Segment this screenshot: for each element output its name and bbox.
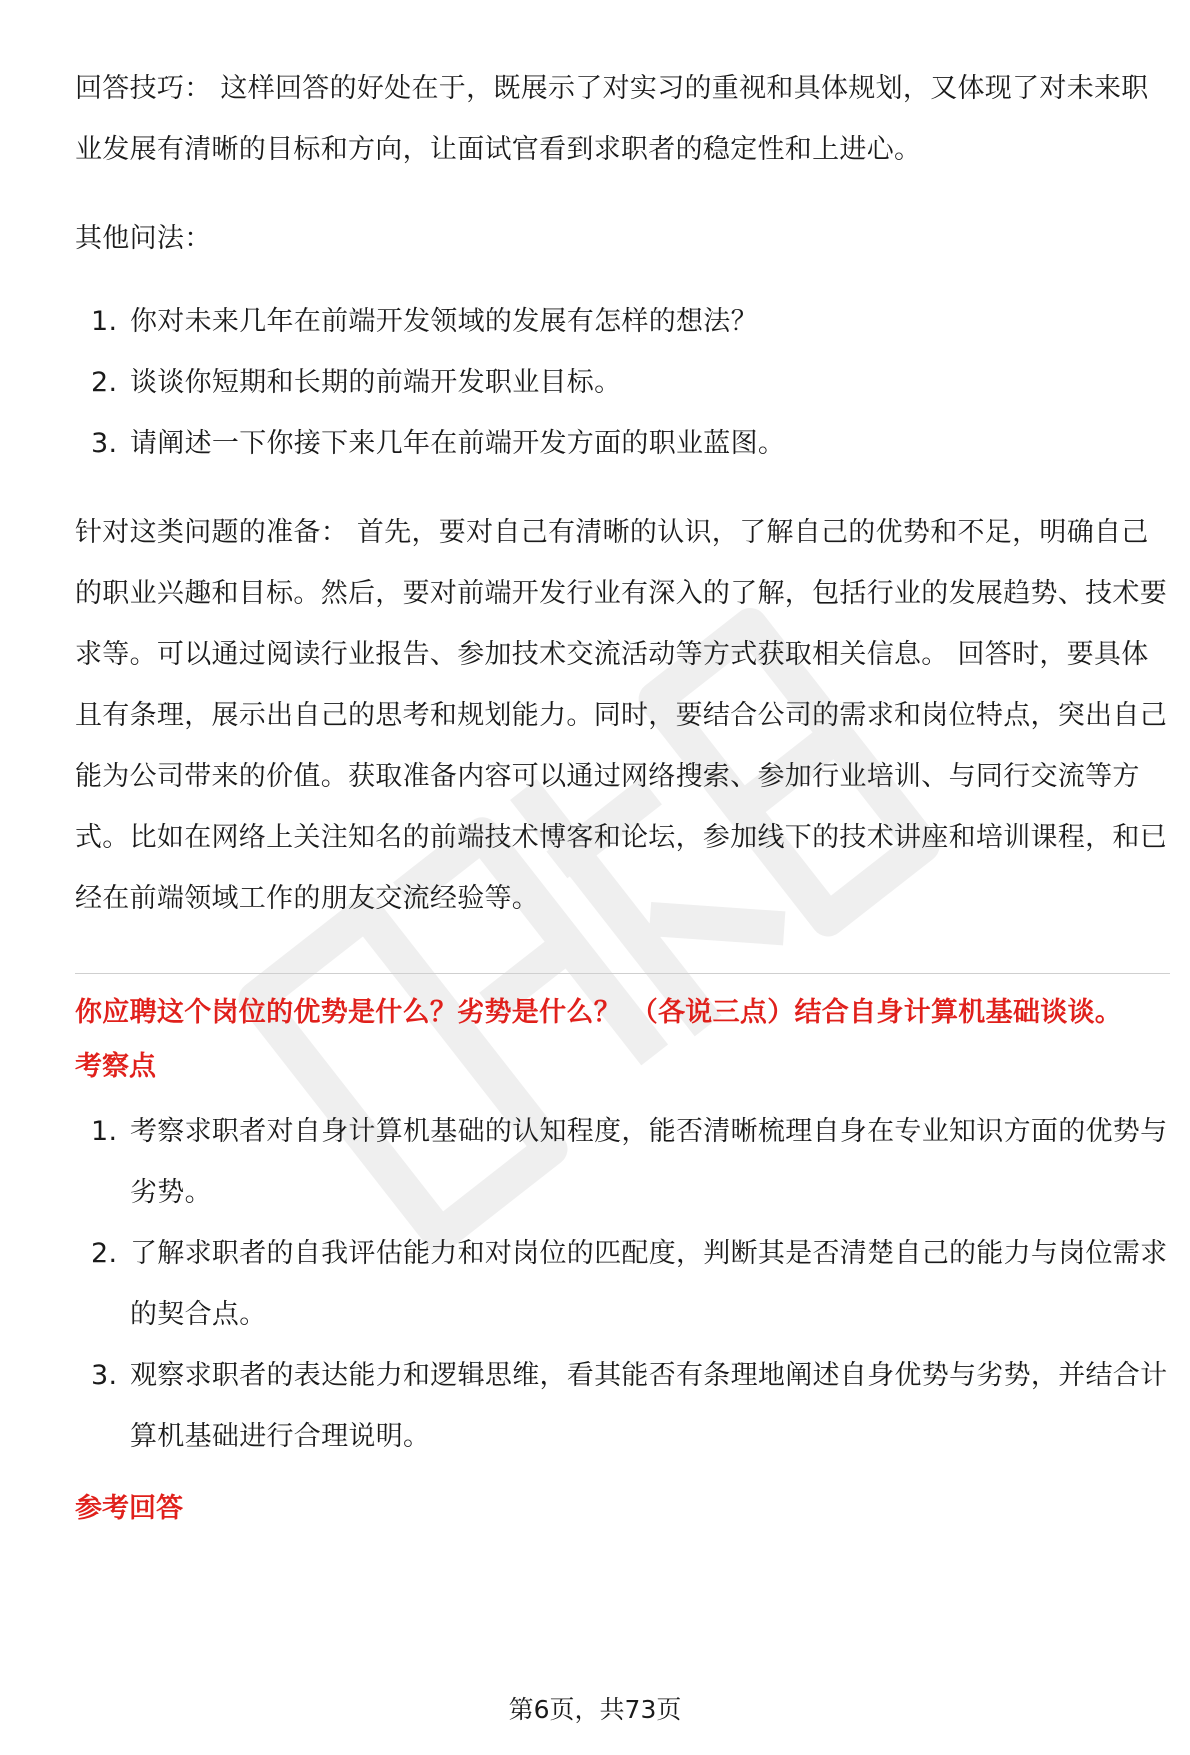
list-number: 1. <box>91 306 118 337</box>
list-item-text: 谈谈你短期和长期的前端开发职业目标。 <box>130 367 622 398</box>
section-divider <box>75 973 1170 974</box>
question-title: 你应聘这个岗位的优势是什么？劣势是什么？ （各说三点）结合自身计算机基础谈谈。 <box>75 997 1123 1028</box>
preparation-text: 首先，要对自己有清晰的认识，了解自己的优势和不足，明确自己的职业兴趣和目标。然后，要对前端开发行业有深入的了解，包括行业的发展趋势、技术要求等。可以通过阅读行业报告、参加技术交流活动等方式获取相关信息。 回答时，要具体且有条理，展示出自己的思考和规划能力。同时，要结合公司的需求和岗位特点，突出自己能为公司带来的价值。获取准备内容可以通过网络搜索、参加行业培训、与同行交流等方式。比如在网络上关注知名的前端技术博客和论坛，参加线下的技术讲座和培训课程，和已经在前端领域工作的朋友交流经验等。 <box>75 517 1167 914</box>
list-item-text: 请阐述一下你接下来几年在前端开发方面的职业蓝图。 <box>130 428 786 459</box>
list-item-text: 你对未来几年在前端开发领域的发展有怎样的想法？ <box>130 306 758 337</box>
focus-points-list <box>75 1101 1170 1467</box>
list-item-text: 观察求职者的表达能力和逻辑思维，看其能否有条理地阐述自身优势与劣势，并结合计算机基础进行合理说明。 <box>130 1360 1168 1452</box>
reference-answer-heading: 参考回答 <box>75 1493 183 1524</box>
main-content <box>75 58 1170 1529</box>
other-questions-label: 其他问法： <box>75 223 212 254</box>
focus-points-heading: 考察点 <box>75 1051 156 1082</box>
preparation-paragraph <box>75 502 1170 929</box>
list-item <box>75 413 1170 474</box>
list-item-text: 了解求职者的自我评估能力和对岗位的匹配度，判断其是否清楚自己的能力与岗位需求的契合点。 <box>130 1238 1168 1330</box>
list-number: 3. <box>91 428 118 459</box>
list-number: 2. <box>91 1238 118 1269</box>
answer-tips-text: 这样回答的好处在于，既展示了对实习的重视和具体规划，又体现了对未来职业发展有清晰的目标和方向，让面试官看到求职者的稳定性和上进心。 <box>75 73 1149 165</box>
answer-tips-paragraph <box>75 58 1170 180</box>
preparation-label: 针对这类问题的准备： <box>75 517 348 548</box>
list-item <box>75 352 1170 413</box>
list-number: 2. <box>91 367 118 398</box>
list-item <box>75 1223 1170 1345</box>
page-number: 第6页，共73页 <box>508 1695 682 1724</box>
list-item-text: 考察求职者对自身计算机基础的认知程度，能否清晰梳理自身在专业知识方面的优势与劣势。 <box>130 1116 1168 1208</box>
answer-tips-label: 回答技巧： <box>75 73 212 104</box>
list-number: 1. <box>91 1116 118 1147</box>
list-item <box>75 1345 1170 1467</box>
list-number: 3. <box>91 1360 118 1391</box>
list-item <box>75 291 1170 352</box>
other-questions-list <box>75 291 1170 474</box>
list-item <box>75 1101 1170 1223</box>
